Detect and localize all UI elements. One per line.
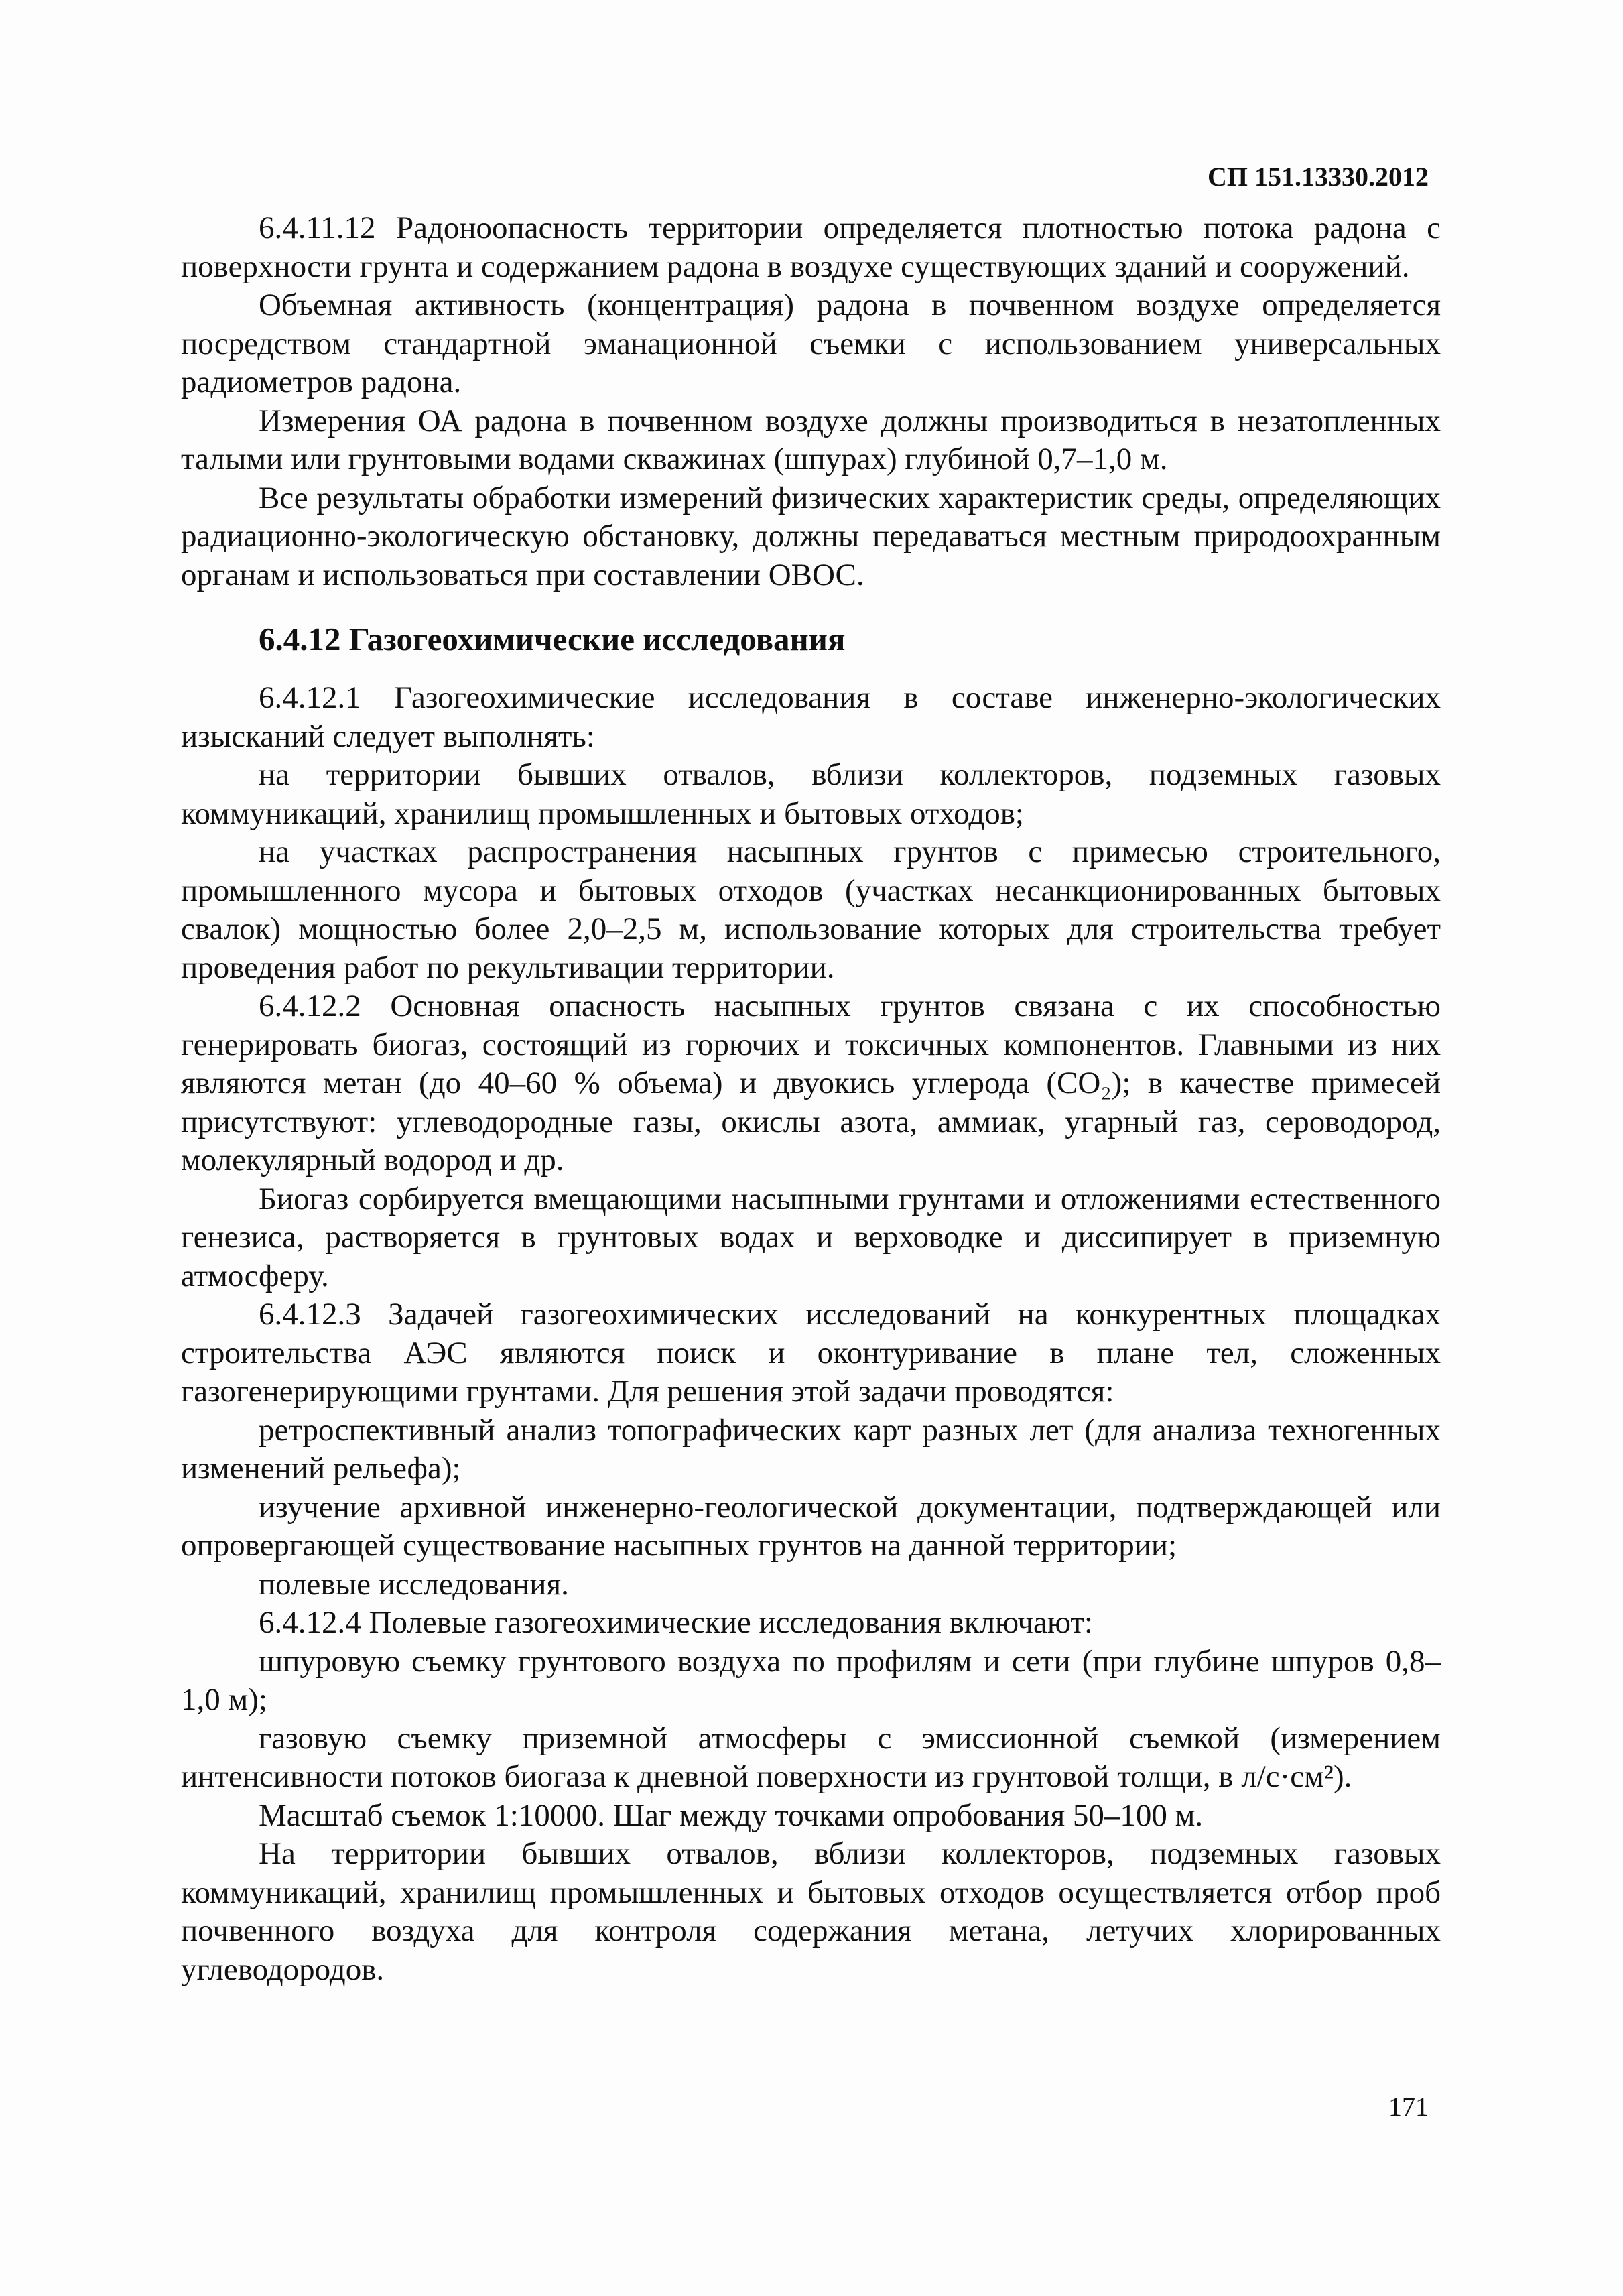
paragraph: 6.4.12.2 Основная опасность насыпных грунтов связана с их способностью генерировать биогаз, состоящий из горючих и токсичных компонентов. Главными из них являются метан (до 40–60 % объема) и двуокись углерода (CO₂); в качестве примесей присутствуют: углеводородные газы, окислы азота, аммиак, угарный газ, сероводород, молекулярный водород и др. [181,988,1441,1177]
section-heading: 6.4.12 Газогеохимические исследования [259,621,846,657]
paragraph: Масштаб съемок 1:10000. Шаг между точками опробования 50–100 м. [259,1797,1204,1833]
paragraph: 6.4.12.3 Задачей газогеохимических исследований на конкурентных площадках строительства АЭС являются поиск и оконтуривание в плане тел, сложенных газогенерирующими грунтами. Для решения этой задачи проводятся: [181,1297,1441,1409]
list-item: ретроспективный анализ топографических карт разных лет (для анализа техногенных изменений рельефа); [181,1412,1441,1486]
paragraph: На территории бывших отвалов, вблизи коллекторов, подземных газовых коммуникаций, хранилищ промышленных и бытовых отходов осуществляется отбор проб почвенного воздуха для контроля содержания метана, летучих хлорированных углеводородов. [181,1836,1441,1987]
list-item: на участках распространения насыпных грунтов с примесью строительного, промышленного мусора и бытовых отходов (участках несанкционированных бытовых свалок) мощностью более 2,0–2,5 м, использование которых для строительства требует проведения работ по рекультивации территории. [181,834,1441,985]
document-code: СП 151.13330.2012 [1208,162,1429,192]
page-number: 171 [1388,2092,1429,2122]
document-body [181,209,1441,1989]
list-item: на территории бывших отвалов, вблизи коллекторов, подземных газовых коммуникаций, хранилищ промышленных и бытовых отходов; [181,757,1441,831]
paragraph: 6.4.12.1 Газогеохимические исследования в составе инженерно-экологических изысканий следует выполнять: [181,680,1441,754]
list-item: изучение архивной инженерно-геологической документации, подтверждающей или опровергающей существование насыпных грунтов на данной территории; [181,1489,1441,1563]
paragraph: Измерения ОА радона в почвенном воздухе должны производиться в незатопленных талыми или грунтовыми водами скважинах (шпурах) глубиной 0,7–1,0 м. [181,403,1441,476]
paragraph: 6.4.11.12 Радоноопасность территории определяется плотностью потока радона с поверхности грунта и содержанием радона в воздухе существующих зданий и сооружений. [181,210,1441,284]
paragraph: Биогаз сорбируется вмещающими насыпными грунтами и отложениями естественного генезиса, растворяется в грунтовых водах и верховодке и диссипирует в приземную атмосферу. [181,1181,1441,1293]
paragraph: Все результаты обработки измерений физических характеристик среды, определяющих радиационно-экологическую обстановку, должны передаваться местным природоохранным органам и использоваться при составлении ОВОС. [181,480,1441,592]
list-item: газовую съемку приземной атмосферы с эмиссионной съемкой (измерением интенсивности потоков биогаза к дневной поверхности из грунтовой толщи, в л/с·см²). [181,1720,1441,1794]
paragraph: Объемная активность (концентрация) радона в почвенном воздухе определяется посредством стандартной эманационной съемки с использованием универсальных радиометров радона. [181,288,1441,399]
list-item: полевые исследования. [259,1566,569,1602]
paragraph: 6.4.12.4 Полевые газогеохимические исследования включают: [259,1605,1093,1640]
list-item: шпуровую съемку грунтового воздуха по профилям и сети (при глубине шпуров 0,8–1,0 м); [181,1643,1441,1717]
